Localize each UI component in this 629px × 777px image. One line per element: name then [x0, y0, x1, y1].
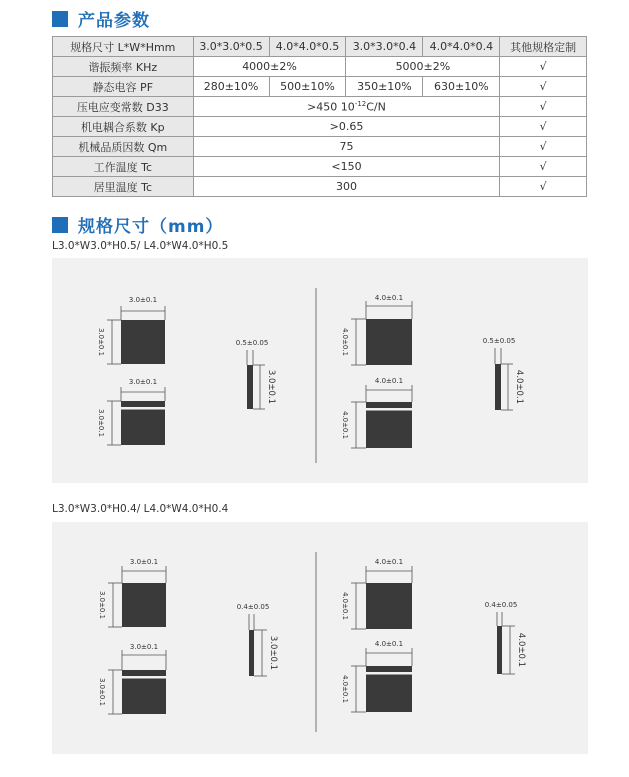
section-marker [52, 11, 68, 27]
d33-value: >450 10 [307, 100, 355, 114]
electrode-view [341, 640, 412, 712]
group2-drawing [52, 522, 588, 754]
width-dimension: 3.0±0.1 [98, 677, 106, 707]
electrode-gap [121, 407, 165, 410]
side-view [237, 603, 278, 676]
width-dimension: 3.0±0.1 [97, 408, 105, 438]
header-cell: 规格尺寸 L*W*Hmm [53, 37, 194, 57]
element-top-view [122, 583, 166, 627]
table-cell: >0.65 [193, 117, 500, 137]
table-row [53, 117, 587, 137]
length-dimension: 3.0±0.1 [128, 378, 158, 386]
top-view [341, 558, 412, 629]
element-side-view [495, 364, 501, 410]
length-dimension: 4.0±0.1 [374, 377, 404, 385]
dims-section-title: 规格尺寸（mm） [78, 217, 224, 237]
group1-drawing-panel [52, 258, 588, 483]
header-cell: 3.0*3.0*0.4 [346, 37, 423, 57]
group1-right-drawings [341, 294, 524, 448]
table-row [53, 97, 587, 117]
element-side-view [247, 365, 253, 409]
header-cell: 3.0*3.0*0.5 [193, 37, 269, 57]
group1-left-drawings [97, 296, 276, 445]
table-row [53, 57, 587, 77]
table-cell: 5000±2% [346, 57, 500, 77]
group2-left-drawings [98, 558, 278, 714]
table-cell: 630±10% [423, 77, 500, 97]
d33-unit: C/N [366, 100, 386, 114]
row-label: 工作温度 Tc [53, 157, 194, 177]
check-cell: √ [500, 97, 587, 117]
element-top-view [366, 583, 412, 629]
side-view [483, 337, 524, 410]
params-table [52, 36, 587, 197]
check-cell: √ [500, 117, 587, 137]
width-dimension: 4.0±0.1 [341, 327, 349, 357]
electrode-view [341, 377, 412, 448]
electrode-gap [122, 676, 166, 679]
row-label: 机械品质因数 Qm [53, 137, 194, 157]
table-cell: 300 [193, 177, 500, 197]
length-dimension: 3.0±0.1 [128, 296, 158, 304]
length-dimension: 3.0±0.1 [266, 369, 276, 405]
check-cell: √ [500, 77, 587, 97]
d33-exponent: -12 [354, 99, 367, 108]
table-cell: 4000±2% [193, 57, 346, 77]
table-header-row [53, 37, 587, 57]
side-view [236, 339, 276, 409]
table-cell: 75 [193, 137, 500, 157]
thickness-dimension: 0.5±0.05 [235, 339, 269, 347]
row-label: 机电耦合系数 Kp [53, 117, 194, 137]
section-marker [52, 217, 68, 233]
top-view [341, 294, 412, 365]
check-cell: √ [500, 57, 587, 77]
top-view [97, 296, 165, 364]
header-cell: 4.0*4.0*0.4 [423, 37, 500, 57]
length-dimension: 3.0±0.1 [129, 643, 159, 651]
row-label: 居里温度 Tc [53, 177, 194, 197]
row-label: 谐振频率 KHz [53, 57, 194, 77]
header-cell: 其他规格定制 [500, 37, 587, 57]
table-cell: 280±10% [193, 77, 269, 97]
table-row [53, 77, 587, 97]
group1-drawing [52, 258, 588, 483]
check-cell: √ [500, 177, 587, 197]
width-dimension: 4.0±0.1 [341, 674, 349, 704]
params-section-title: 产品参数 [78, 11, 150, 31]
electrode-view [98, 643, 166, 714]
element-side-view [249, 630, 254, 676]
row-label: 静态电容 PF [53, 77, 194, 97]
length-dimension: 4.0±0.1 [516, 632, 526, 668]
element-side-view [497, 626, 502, 674]
header-cell: 4.0*4.0*0.5 [269, 37, 346, 57]
table-row [53, 157, 587, 177]
width-dimension: 3.0±0.1 [97, 327, 105, 357]
table-cell: 350±10% [346, 77, 423, 97]
electrode-view [97, 378, 165, 445]
dims-section-header [52, 212, 223, 237]
table-cell: <150 [193, 157, 500, 177]
group2-subtitle: L3.0*W3.0*H0.4/ L4.0*W4.0*H0.4 [52, 503, 229, 515]
group2-right-drawings [341, 558, 526, 712]
element-top-view [366, 319, 412, 365]
table-row [53, 137, 587, 157]
params-section-header [52, 6, 150, 31]
check-cell: √ [500, 157, 587, 177]
length-dimension: 3.0±0.1 [268, 635, 278, 671]
row-label: 压电应变常数 D33 [53, 97, 194, 117]
electrode-gap [366, 408, 412, 411]
top-view [98, 558, 166, 627]
table-cell [193, 97, 500, 117]
thickness-dimension: 0.4±0.05 [484, 601, 518, 609]
length-dimension: 3.0±0.1 [129, 558, 159, 566]
group1-subtitle: L3.0*W3.0*H0.5/ L4.0*W4.0*H0.5 [52, 240, 229, 252]
width-dimension: 3.0±0.1 [98, 590, 106, 620]
width-dimension: 4.0±0.1 [341, 591, 349, 621]
element-top-view [121, 320, 165, 364]
length-dimension: 4.0±0.1 [514, 369, 524, 405]
length-dimension: 4.0±0.1 [374, 640, 404, 648]
check-cell: √ [500, 137, 587, 157]
width-dimension: 4.0±0.1 [341, 410, 349, 440]
group2-drawing-panel [52, 522, 588, 754]
table-row [53, 177, 587, 197]
length-dimension: 4.0±0.1 [374, 294, 404, 302]
length-dimension: 4.0±0.1 [374, 558, 404, 566]
side-view [485, 601, 526, 674]
electrode-gap [366, 672, 412, 675]
table-cell: 500±10% [269, 77, 346, 97]
thickness-dimension: 0.4±0.05 [236, 603, 270, 611]
thickness-dimension: 0.5±0.05 [482, 337, 516, 345]
